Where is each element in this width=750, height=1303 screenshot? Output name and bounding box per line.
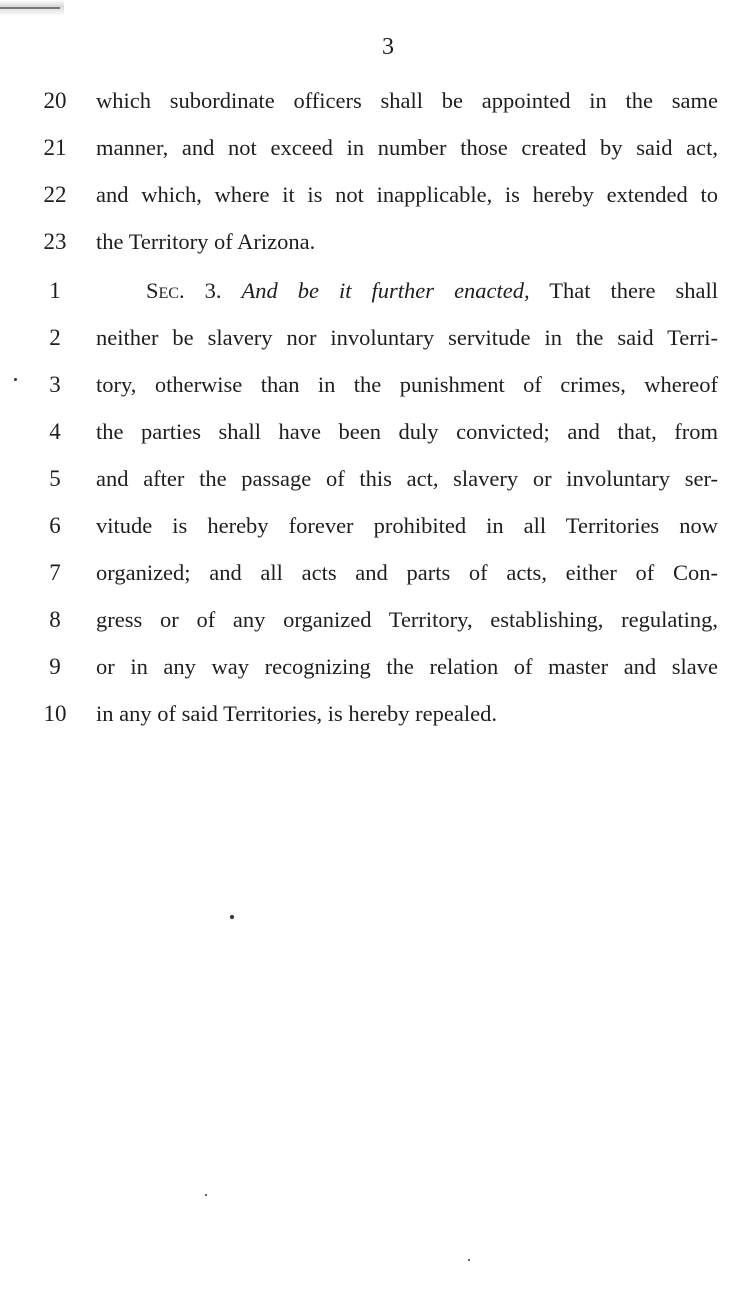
page-number: 3 (382, 34, 394, 60)
line-text: and which, where it is not inapplicable, is hereby extended to (96, 182, 718, 207)
line-number: 21 (43, 135, 67, 160)
line-text: manner, and not exceed in number those created by said act, (96, 135, 718, 160)
line-text: in any of said Territories, is hereby repealed. (96, 701, 497, 726)
text-line (0, 128, 750, 168)
section-3-heading-line (0, 271, 750, 311)
line-number: 5 (49, 466, 61, 491)
scan-speck (230, 915, 234, 919)
line-number: 22 (43, 182, 67, 207)
text-line (0, 81, 750, 121)
line-number: 20 (43, 88, 67, 113)
text-line (0, 222, 750, 262)
line-number: 3 (49, 372, 61, 397)
text-line (0, 553, 750, 593)
line-number: 7 (49, 560, 61, 585)
line-text: tory, otherwise than in the punishment of crimes, whereof (96, 372, 718, 397)
text-line (0, 506, 750, 546)
line-text: neither be slavery nor involuntary servitude in the said Terri- (96, 325, 718, 350)
line-number: 4 (49, 419, 61, 444)
scan-speck (14, 378, 17, 381)
scan-artifact-line (0, 7, 60, 9)
section-label: Sec. 3. (146, 278, 222, 303)
line-text: or in any way recognizing the relation of master and slave (96, 654, 718, 679)
text-line (0, 318, 750, 358)
line-number: 9 (49, 654, 61, 679)
text-line (0, 459, 750, 499)
line-number: 6 (49, 513, 61, 538)
line-number: 10 (43, 701, 67, 726)
line-number: 2 (49, 325, 61, 350)
line-number: 23 (43, 229, 67, 254)
line-text: and after the passage of this act, slavery or involuntary ser- (96, 466, 718, 491)
text-line (0, 412, 750, 452)
line-number: 8 (49, 607, 61, 632)
line-number: 1 (49, 278, 61, 303)
line-text: gress or of any organized Territory, establishing, regulating, (96, 607, 718, 632)
scan-speck (468, 1259, 470, 1261)
text-line (0, 365, 750, 405)
text-line (0, 694, 750, 734)
section-3-first-line (146, 271, 718, 311)
line-text: the parties shall have been duly convicted; and that, from (96, 419, 718, 444)
enacting-clause: And be it further enacted, (241, 278, 530, 303)
line-text: That there shall (549, 278, 719, 303)
line-text: vitude is hereby forever prohibited in all Territories now (96, 513, 718, 538)
text-line (0, 600, 750, 640)
scan-speck (205, 1194, 207, 1196)
line-text: organized; and all acts and parts of acts, either of Con- (96, 560, 718, 585)
line-text: the Territory of Arizona. (96, 229, 316, 254)
line-text: which subordinate officers shall be appointed in the same (96, 88, 718, 113)
text-line (0, 647, 750, 687)
text-line (0, 175, 750, 215)
